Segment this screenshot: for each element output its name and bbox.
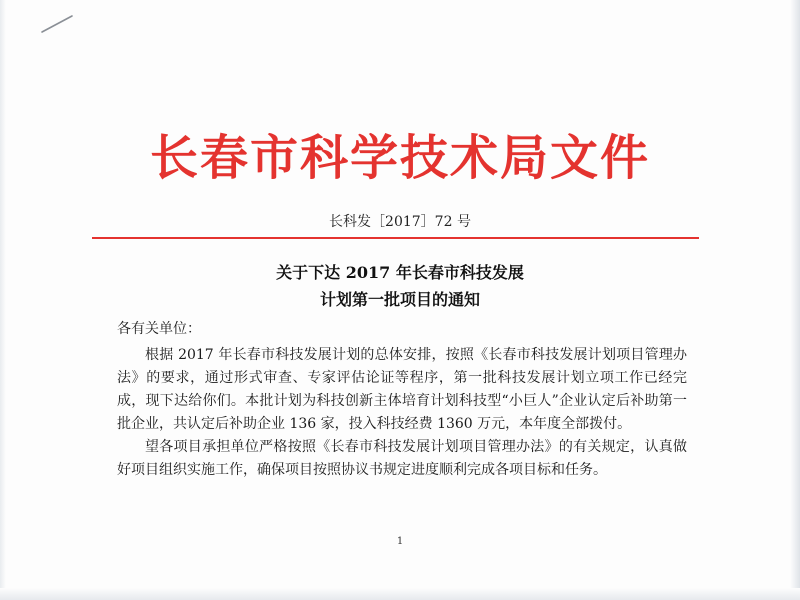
pen-stroke-mark	[38, 10, 78, 50]
header-red-rule	[92, 237, 699, 239]
body-paragraph-2: 望各项目承担单位严格按照《长春市科技发展计划项目管理办法》的有关规定，认真做好项目组织实施工作，确保项目按照协议书规定进度顺利完成各项目标和任务。	[117, 439, 687, 478]
page-number: 1	[396, 536, 404, 547]
salutation: 各有关单位：	[117, 321, 201, 337]
document-body	[117, 344, 687, 482]
scan-edge-bottom	[0, 588, 800, 600]
document-subject	[0, 259, 800, 313]
body-paragraph-1: 根据 2017 年长春市科技发展计划的总体安排，按照《长春市科技发展计划项目管理办法》的要求，通过形式审查、专家评估论证等程序，第一批科技发展计划立项工作已经完成，现下达给你们。本批计划为科技创新主体培育计划科技型“小巨人”企业认定后补助第一批企业，共认定后补助企业 136 家，投入科技经费 1360 万元，本年度全部拨付。	[117, 347, 687, 432]
document-header-title: 长春市科学技术局文件	[149, 130, 650, 186]
subject-line-1: 关于下达 2017 年长春市科技发展	[276, 263, 524, 282]
subject-line-2: 计划第一批项目的通知	[319, 290, 480, 309]
document-number: 长科发［2017］72 号	[329, 214, 471, 230]
